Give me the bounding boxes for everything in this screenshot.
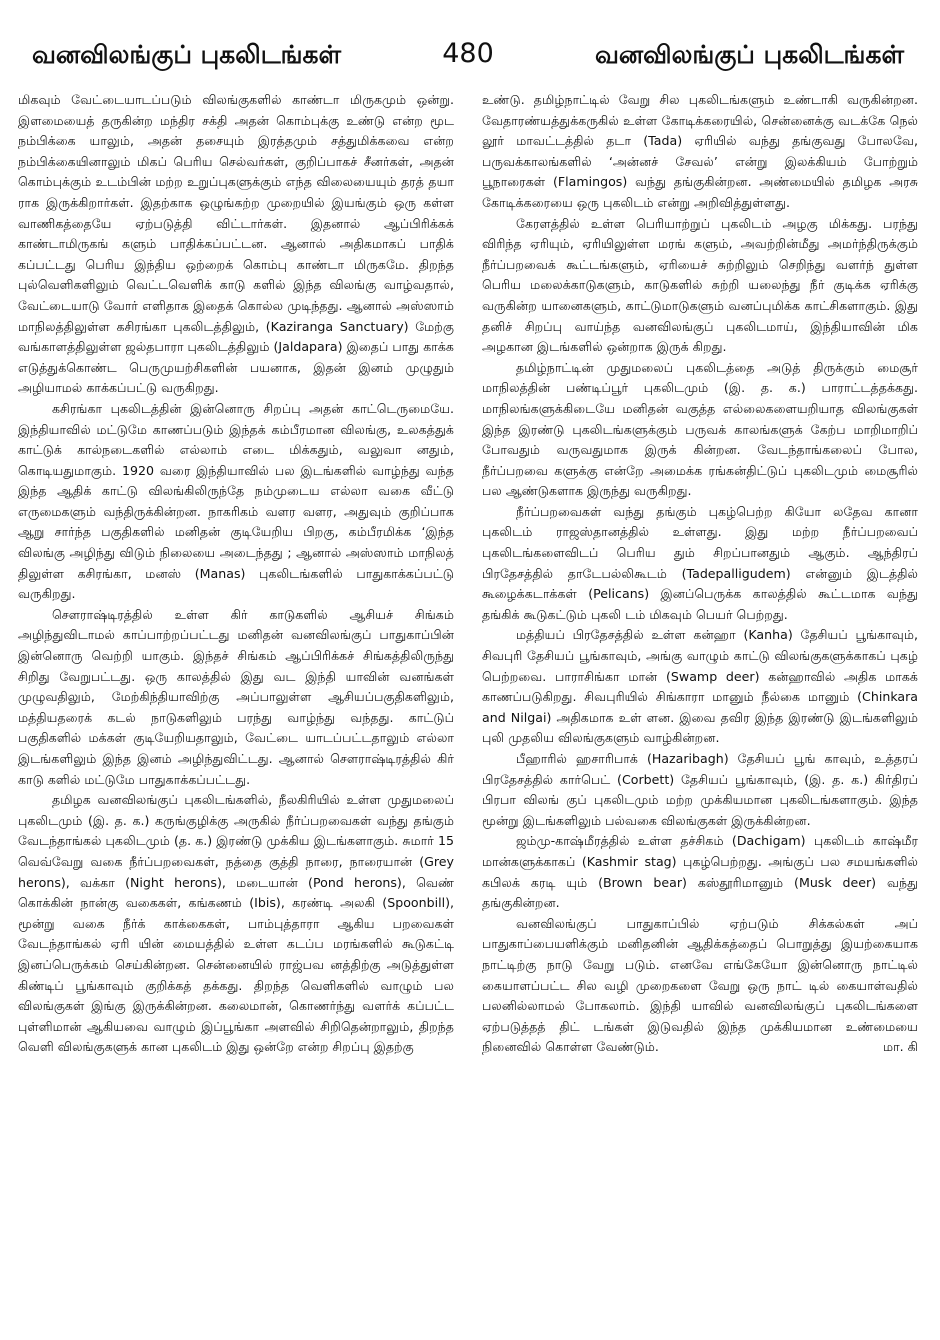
paragraph: கசிரங்கா புகலிடத்தின் இன்னொரு சிறப்பு அதன் காட்டெருமையே. இந்தியாவில் மட்டுமே காணப்படும் இந்தக் கம்பீரமான விலங்கு, உலகத்துக் காட்டுக் கால்நடைகளில் எல்லாம் எடை மிக்கதும், வலுவா னதும், கொடியதுமாகும். 1920 வரை இந்தியாவில் பல இடங்களில் வாழ்ந்து வந்த இந்த ஆதிக் காட்டு விலங்கிலிருந்தே நம்முடைய எல்லா வகை வீட்டு எருமைகளும் வந்திருக்கின்றன. நாகரிகம் வளர வளர, அதுவும் குறிப்பாக ஆறு சார்ந்த பகுதிகளில் மனிதன் குடியேறிய பிறகு, கம்பீரமிக்க ‘இந்த விலங்கு அழிந்து விடும் நிலையை அடைந்தது ; ஆனால் அஸ்ஸாம் மாநிலத் திலுள்ள கசிரங்கா, மனஸ் (Manas) புகலிடங்களில் பாதுகாக்கப்பட்டு வருகிறது. bbox=[18, 400, 454, 602]
page-header bbox=[18, 28, 918, 90]
paragraph: சௌராஷ்டிரத்தில் உள்ள கிர் காடுகளில் ஆசியச் சிங்கம் அழிந்துவிடாமல் காப்பாற்றப்பட்டது மனிதன் வனவிலங்குப் பாதுகாப்பின் இன்னொரு வெற்றி யாகும். இந்தச் சிங்கம் ஆப்பிரிக்கச் சிங்கத்திலிருந்து சிறிது வேறுபட்டது. ஒரு காலத்தில் இது வட இந்தி யாவின் வனங்கள் முழுவதிலும், மேற்கிந்தியாவிற்கு அப்பாலுள்ள ஆசியப்பகுதிகளிலும், மத்தியதரைக் கடல் நாடுகளிலும் பரந்து வாழ்ந்து வந்தது. காட்டுப் பகுதிகளில் மக்கள் குடியேறியதாலும், வேட்டை யாடப்பட்டதாலும் எல்லா இடங்களிலும் இந்த இனம் அழிந்துவிட்டது. ஆனால் சௌராஷ்டிரத்தில் கிர் காடு களில் மட்டுமே பாதுகாக்கப்பட்டது. bbox=[18, 606, 454, 787]
paragraph: நீர்ப்பறவைகள் வந்து தங்கும் புகழ்பெற்ற கியோ லதேவ கானா புகலிடம் ராஜஸ்தானத்தில் உள்ளது. இது மற்ற நீர்ப்பறவைப் புகலிடங்களைவிடப் பெரிய தும் சிறப்பானதும் ஆகும். ஆந்திரப் பிரதேசத்தில் தாடேபல்லிகூடம் (Tadepalligudem) என்னும் இடத்தில் கூழைக்கடாக்கள் (Pelicans) இனப்பெருக்க காலத்தில் கூட்டமாக வந்து தங்கிக் கூடுகட்டும் புகலி டம் மிகவும் பெயர் பெற்றது. bbox=[482, 503, 918, 622]
paragraph: மத்தியப் பிரதேசத்தில் உள்ள கன்ஹா (Kanha) தேசியப் பூங்காவும், சிவபுரி தேசியப் பூங்காவும், அங்கு வாழும் காட்டு விலங்குகளுக்காகப் புகழ் பெற்றவை. பாராசிங்கா மான் (Swamp deer) கன்ஹாவில் அதிக மாகக் காணப்படுகிறது. சிவபுரியில் சிங்காரா மானும் நீல்கை மானும் (Chinkara and Nilgai) அதிகமாக உள் ளன. இவை தவிர இந்த இரண்டு இடங்களிலும் புலி முதலிய விலங்குகளும் வாழ்கின்றன. bbox=[482, 627, 918, 746]
right-column bbox=[482, 90, 918, 1330]
last-paragraph bbox=[482, 914, 918, 1058]
text-columns bbox=[18, 90, 918, 1330]
running-head-right: வனவிலங்குப் புகலிடங்கள் bbox=[594, 40, 904, 69]
paragraph: தமிழக வனவிலங்குப் புகலிடங்களில், நீலகிரியில் உள்ள முதுமலைப் புகலிடமும் (இ. த. க.) கருங்குழிக்கு அருகில் நீர்ப்பறவைகள் வந்து தங்கும் வேடந்தாங்கல் புகலிடமும் (த. க.) இரண்டு முக்கிய இடங்களாகும். சுமார் 15 வெவ்வேறு வகை நீர்ப்பறவைகள், நத்தை குத்தி நாரை, நாரையான் (Grey herons), வக்கா (Night herons), மடையான் (Pond herons), வெண் கொக்கின் நான்கு வகைகள், கங்கணம் (Ibis), கரண்டி அலகி (Spoonbill), மூன்று வகை நீர்க் காக்கைகள், பாம்புத்தாரா ஆகிய பறவைகள் வேடந்தாங்கல் ஏரி யின் மையத்தில் உள்ள கடப்ப மரங்களில் கூடுகட்டி இனப்பெருக்கம் செய்கின்றன. சென்னையில் ராஜ்பவ னத்திற்கு அடுத்துள்ள கிண்டிப் பூங்காவும் குறிக்கத் தக்கது. திறந்த வெளிகளில் வாழும் பல விலங்குகள் இங்கு இருக்கின்றன. கலைமான், கொணர்ந்து வளர்க் கப்பட்ட புள்ளிமான் ஆகியவை வாழும் இப்பூங்கா அளவில் சிறிதென்றாலும், திறந்த வெளி விலங்குகளுக் கான புகலிடம் இது ஒன்றே என்ற சிறப்பு இதற்கு bbox=[18, 792, 454, 1055]
paragraph: ஜம்மு-காஷ்மீரத்தில் உள்ள தச்சிகம் (Dachigam) புகலிடம் காஷ்மீர மான்களுக்காகப் (Kashmir stag) புகழ்பெற்றது. அங்குப் பல சமயங்களில் கபிலக் கரடி யும் (Brown bear) கஸ்தூரிமானும் (Musk deer) வந்து தங்குகின்றன. bbox=[482, 833, 918, 911]
paragraph: பீஹாரில் ஹசாரிபாக் (Hazaribagh) தேசியப் பூங் காவும், உத்தரப் பிரதேசத்தில் கார்பெட் (Corbett) தேசியப் பூங்காவும், (இ. த. க.) கிர்திரப் பிரபா விலங் குப் புகலிடமும் மற்ற முக்கியமான புகலிடங்களாகும். இந்த மூன்று இடங்களிலும் பல்வகை விலங்குகள் இருக்கின்றன. bbox=[482, 751, 918, 828]
paragraph: மிகவும் வேட்டையாடப்படும் விலங்குகளில் காண்டா மிருகமும் ஒன்று. இளமையைத் தருகின்ற மந்திர சக்தி அதன் கொம்புக்கு உண்டு என்ற மூட நம்பிக்கை யாலும், அதன் தசையும் இரத்தமும் சத்துமிக்கவை என்ற நம்பிக்கையினாலும் மிகப் பெரிய செல்வர்கள், குறிப்பாகச் சீனர்கள், அதன் கொம்புக்கும் உடம்பின் மற்ற உறுப்புகளுக்கும் எந்த விலையையும் தரத் தயா ராக இருக்கிறார்கள். இதற்காக ஒழுங்கற்ற முறையில் இயங்கும் ஒரு கள்ள வாணிகத்தையே ஏற்படுத்தி விட்டார்கள். இதனால் ஆப்பிரிக்கக் காண்டாமிருகங் களும் பாதிக்கப்பட்டன. ஆனால் அதிகமாகப் பாதிக் கப்பட்டது பெரிய இந்திய ஒற்றைக் கொம்பு காண்டா மிருகமே. திறந்த புல்வெளிகளிலும் வெட்டவெளிக் காடு களில் இந்த விலங்கு வாழ்வதால், வேட்டையாடு வோர் எளிதாக இதைக் கொல்ல முடிந்தது. ஆனால் அஸ்ஸாம் மாநிலத்திலுள்ள கசிரங்கா புகலிடத்திலும், (Kaziranga Sanctuary) மேற்கு வங்காளத்திலுள்ள ஜல்தபாரா புகலிடத்திலும் (Jaldapara) இதைப் பாது காக்க எடுத்துக்கொண்ட பெருமுயற்சிகளின் பயனாக, இதன் இனம் முழுதும் அழியாமல் காக்கப்பட்டு வருகிறது. bbox=[18, 92, 454, 396]
left-column bbox=[18, 90, 454, 1330]
paragraph: கேரளத்தில் உள்ள பெரியாற்றுப் புகலிடம் அழகு மிக்கது. பரந்து விரிந்த ஏரியும், ஏரியிலுள்ள மரங் களும், அவற்றின்மீது அமர்ந்திருக்கும் நீர்ப்பறவைக் கூட்டங்களும், ஏரியைச் சுற்றிலும் செறிந்து வளர்ந் துள்ள பெரிய மலைக்காடுகளும், காடுகளில் சுற்றி யலைந்து நீர் குடிக்க ஏரிக்கு வருகின்ற யானைகளும், காட்டுமாடுகளும் வனப்புமிக்க காட்சிகளாகும். இது தனிச் சிறப்பு வாய்ந்த வனவிலங்குப் புகலிடமாய், இந்தியாவின் மிக அழகான இடங்களில் ஒன்றாக இருக் கிறது. bbox=[482, 215, 918, 355]
paragraph: உண்டு. தமிழ்நாட்டில் வேறு சில புகலிடங்களும் உண்டாகி வருகின்றன. வேதாரண்யத்துக்கருகில் உள்ள கோடிக்கரையில், சென்னைக்கு வடக்கே நெல் லூர் மாவட்டத்தில் தடா (Tada) ஏரியில் வந்து தங்குவது போலவே, பருவக்காலங்களில் ‘அன்னச் சேவல்’ என்று இலக்கியம் போற்றும் பூநாரைகள் (Flamingos) வந்து தங்குகின்றன. அண்மையில் தமிழக அரசு கோடிக்கரையை ஒரு புகலிடம் என்று அறிவித்துள்ளது. bbox=[482, 92, 918, 210]
paragraph-text: வனவிலங்குப் பாதுகாப்பில் ஏற்படும் சிக்கல்கள் அப் பாதுகாப்பையளிக்கும் மனிதனின் ஆதிக்கத்தைப் பொறுத்து இயற்கையாக நாட்டிற்கு நாடு வேறு படும். எனவே எங்கேயோ இன்னொரு நாட்டில் கையாளப்பட்ட சில வழி முறைகளை வேறு ஒரு நாட் டில் கையாள்வதில் பலனில்லாமல் போகலாம். இந்தி யாவில் வனவிலங்குப் புகலிடங்களை ஏற்படுத்தத் திட் டங்கள் இடுவதில் இந்த முக்கியமான உண்மையை நினைவில் கொள்ள வேண்டும். bbox=[482, 915, 918, 1055]
author-signature: மா. கி bbox=[882, 1039, 918, 1055]
page-number: 480 bbox=[442, 38, 494, 69]
running-head-left: வனவிலங்குப் புகலிடங்கள் bbox=[32, 40, 342, 69]
paragraph: தமிழ்நாட்டின் முதுமலைப் புகலிடத்தை அடுத் திருக்கும் மைசூர் மாநிலத்தின் பண்டிப்பூர் புகலிடமும் (இ. த. க.) பாராட்டத்தக்கது. மாநிலங்களுக்கிடையே மனிதன் வகுத்த எல்லைகளையறியாத விலங்குகள் இந்த இரண்டு புகலிடங்களுக்கும் பருவக் காலங்களுக் கேற்ப மாறிமாறிப் போவதும் வருவதுமாக இருக் கின்றன. வேடந்தாங்கலைப் போல, நீர்ப்பறவை களுக்கு என்றே அமைக்க ரங்கன்திட்டுப் புகலிடமும் மைசூரில் பல ஆண்டுகளாக இருந்து வருகிறது. bbox=[482, 359, 918, 499]
